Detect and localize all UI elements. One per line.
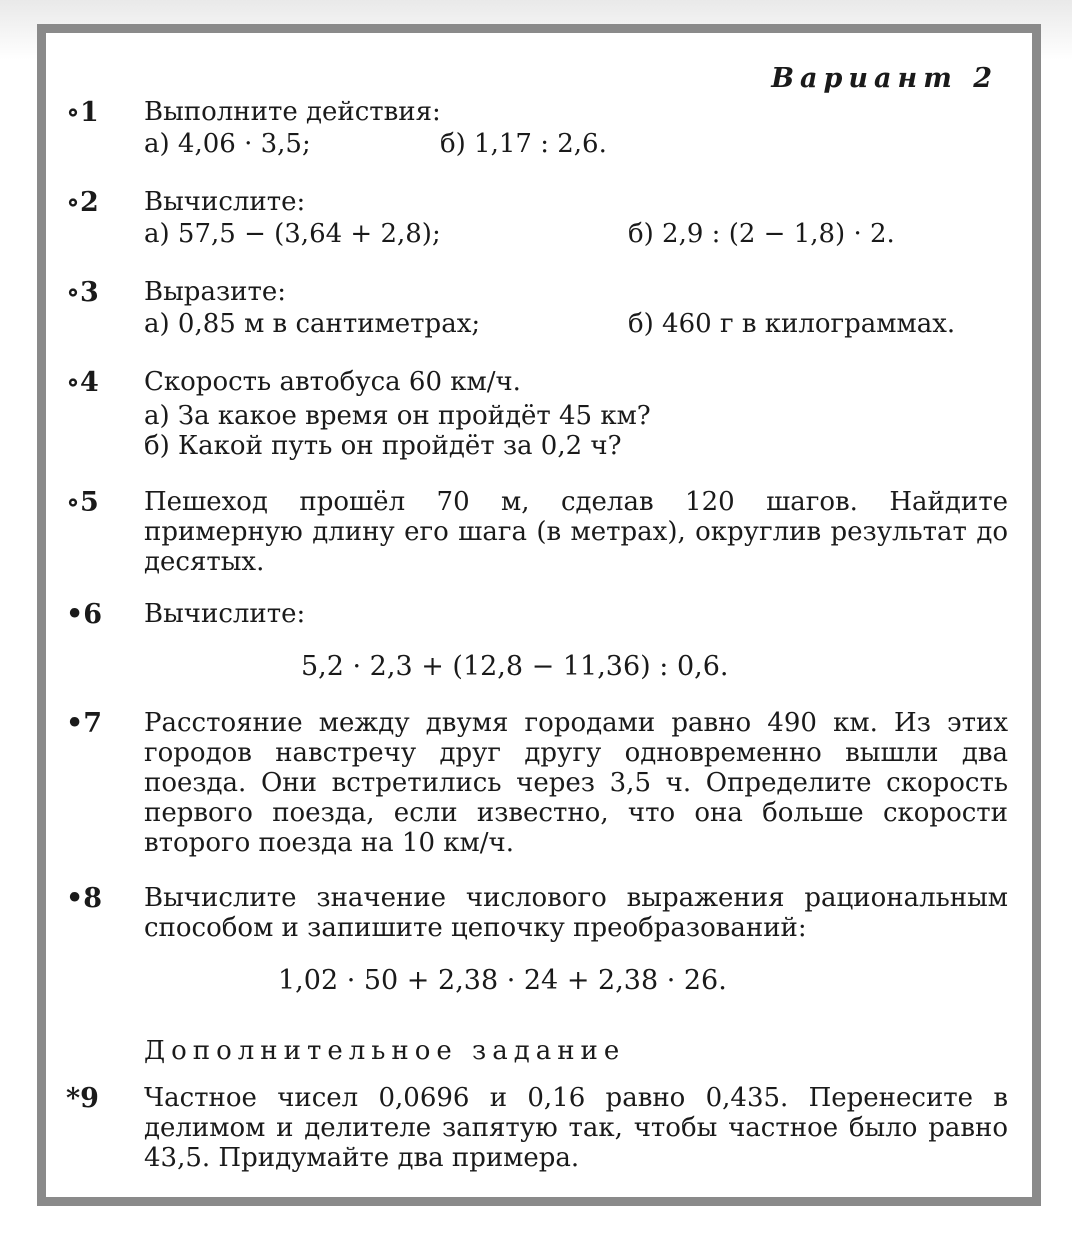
task-number: *9 [66,1083,99,1114]
worksheet-page [46,33,1032,1197]
task-options [144,307,1008,341]
option-b: б) Какой путь он пройдёт за 0,2 ч? [144,431,622,461]
task-text: Частное чисел 0,0696 и 0,16 равно 0,435. Перенесите в делимом и делителе запятую так, чтобы частное было равно 43,5. Придумайте два примера. [144,1083,1008,1173]
worksheet-frame [37,24,1041,1206]
option-b: б) 460 г в килограммах. [628,309,956,339]
task-title: Вычислите: [144,599,306,629]
task-text: Пешеход прошёл 70 м, сделав 120 шагов. Найдите примерную длину его шага (в метрах), округлив результат до десятых. [144,487,1008,577]
task-body [144,277,1008,341]
task-number: ∘2 [66,187,99,218]
task-6-formula: 5,2 · 2,3 + (12,8 − 11,36) : 0,6. [301,651,729,682]
task-8-formula: 1,02 · 50 + 2,38 · 24 + 2,38 · 26. [278,965,727,996]
task-body [144,1083,1008,1173]
task-title: Выразите: [144,277,286,307]
task-text: Вычислите значение числового выражения рациональным способом и запишите цепочку преобразований: [144,883,1008,943]
task-number: •6 [66,599,103,630]
task-options [144,217,1008,251]
option-a: а) 0,85 м в сантиметрах; [144,309,481,339]
task-body [144,708,1008,858]
variant-title: Вариант 2 [771,63,998,94]
task-title: Скорость автобуса 60 км/ч. [144,367,521,397]
task-number: ∘5 [66,487,99,518]
task-body [144,97,1008,161]
task-text: Расстояние между двумя городами равно 490 км. Из этих городов навстречу друг другу одновременно вышли два поезда. Они встретились через 3,5 ч. Определите скорость первого поезда, если известно, что она больше скорости второго поезда на 10 км/ч. [144,708,1008,858]
task-title: Выполните действия: [144,97,441,127]
task-title: Вычислите: [144,187,306,217]
task-body [144,883,1008,943]
option-a: а) За какое время он пройдёт 45 км? [144,401,651,431]
task-number: ∘1 [66,97,99,128]
task-body [144,187,1008,251]
option-a: а) 4,06 · 3,5; [144,129,311,159]
task-number: •8 [66,883,103,914]
task-number: ∘3 [66,277,99,308]
task-number: •7 [66,708,103,739]
task-body [144,367,1008,461]
option-a: а) 57,5 − (3,64 + 2,8); [144,219,441,249]
extra-task-heading: Дополнительное задание [144,1036,626,1066]
option-b: б) 2,9 : (2 − 1,8) · 2. [628,219,895,249]
task-body [144,599,1008,629]
option-b: б) 1,17 : 2,6. [440,129,607,159]
task-number: ∘4 [66,367,99,398]
task-options [144,127,1008,161]
task-body [144,487,1008,577]
